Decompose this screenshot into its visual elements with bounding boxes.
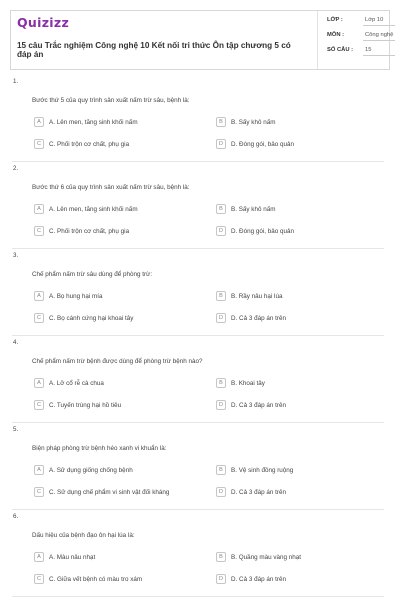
meta-count-label: SỐ CÂU : xyxy=(327,47,354,53)
option-b[interactable] xyxy=(216,204,275,214)
option-c[interactable] xyxy=(34,574,142,584)
question-number: 4. xyxy=(13,339,19,346)
option-text: D. Cả 3 đáp án trên xyxy=(231,401,286,409)
question-text: Bước thứ 6 của quy trình sản xuất nấm trừ sâu, bệnh là: xyxy=(32,184,190,191)
option-c[interactable] xyxy=(34,400,121,410)
option-d[interactable] xyxy=(216,139,294,149)
option-letter-badge: B xyxy=(216,291,226,301)
option-a[interactable] xyxy=(34,204,138,214)
quizizz-logo: Quizizz xyxy=(17,15,70,30)
question-separator xyxy=(12,422,384,423)
option-c[interactable] xyxy=(34,226,129,236)
option-text: D. Cả 3 đáp án trên xyxy=(231,314,286,322)
option-a[interactable] xyxy=(34,378,104,388)
option-letter-badge: B xyxy=(216,552,226,562)
option-text: D. Cả 3 đáp án trên xyxy=(231,488,286,496)
option-b[interactable] xyxy=(216,117,275,127)
option-letter-badge: D xyxy=(216,139,226,149)
option-letter-badge: A xyxy=(34,378,44,388)
option-d[interactable] xyxy=(216,487,286,497)
option-letter-badge: B xyxy=(216,117,226,127)
option-text: B. Khoai tây xyxy=(231,379,265,387)
option-letter-badge: B xyxy=(216,378,226,388)
option-text: A. Lên men, tăng sinh khối nấm xyxy=(49,205,138,213)
option-letter-badge: C xyxy=(34,313,44,323)
option-text: A. Lên men, tăng sinh khối nấm xyxy=(49,118,138,126)
option-text: C. Phối trộn cơ chất, phụ gia xyxy=(49,227,130,235)
question-number: 6. xyxy=(13,513,19,520)
option-d[interactable] xyxy=(216,574,286,584)
option-letter-badge: D xyxy=(216,400,226,410)
option-b[interactable] xyxy=(216,291,282,301)
option-letter-badge: D xyxy=(216,226,226,236)
question-text: Bước thứ 5 của quy trình sản xuất nấm trừ sâu, bệnh là: xyxy=(32,97,190,104)
option-c[interactable] xyxy=(34,313,133,323)
option-c[interactable] xyxy=(34,487,169,497)
option-letter-badge: D xyxy=(216,574,226,584)
option-b[interactable] xyxy=(216,378,265,388)
option-text: B. Vệ sinh đồng ruộng xyxy=(231,466,294,474)
question-text: Biện pháp phòng trừ bệnh héo xanh vi khuẩn là: xyxy=(32,445,167,452)
worksheet-header xyxy=(10,10,394,70)
option-text: C. Tuyến trùng hại hồ tiêu xyxy=(49,401,122,409)
option-text: C. Phối trộn cơ chất, phụ gia xyxy=(49,140,130,148)
option-text: A. Màu nâu nhạt xyxy=(49,553,96,561)
question-separator xyxy=(12,509,384,510)
option-text: D. Cả 3 đáp án trên xyxy=(231,575,286,583)
option-text: D. Đóng gói, bảo quản xyxy=(231,227,295,235)
question-text: Chế phẩm nấm trừ sâu dùng để phòng trừ: xyxy=(32,271,153,278)
option-letter-badge: B xyxy=(216,465,226,475)
option-letter-badge: A xyxy=(34,552,44,562)
meta-class-label: LỚP : xyxy=(327,17,343,23)
option-text: C. Giữa vết bệnh có màu tro xám xyxy=(49,575,143,583)
question-separator xyxy=(12,161,384,162)
option-text: D. Đóng gói, bảo quản xyxy=(231,140,295,148)
option-c[interactable] xyxy=(34,139,129,149)
option-b[interactable] xyxy=(216,465,293,475)
option-a[interactable] xyxy=(34,117,138,127)
question-number: 3. xyxy=(13,252,19,259)
option-text: C. Sử dụng chế phẩm vi sinh vật đối kháng xyxy=(49,488,170,496)
question-number: 5. xyxy=(13,426,19,433)
question-separator xyxy=(12,248,384,249)
option-text: A. Sử dụng giống chống bệnh xyxy=(49,466,133,474)
option-text: B. Sấy khô nấm xyxy=(231,118,276,126)
option-letter-badge: A xyxy=(34,465,44,475)
question-number: 2. xyxy=(13,165,19,172)
meta-subject-value: Công nghệ xyxy=(363,32,395,41)
option-text: A. Lở cổ rễ cà chua xyxy=(49,379,104,387)
option-text: A. Bọ hung hại mía xyxy=(49,292,103,300)
question-text: Chế phẩm nấm trừ bệnh được dùng để phòng trừ bệnh nào? xyxy=(32,358,203,365)
option-letter-badge: B xyxy=(216,204,226,214)
option-text: B. Rầy nâu hại lúa xyxy=(231,292,283,300)
option-d[interactable] xyxy=(216,313,286,323)
option-letter-badge: C xyxy=(34,574,44,584)
meta-class-value: Lớp 10 xyxy=(363,17,395,26)
option-b[interactable] xyxy=(216,552,301,562)
question-text: Dấu hiệu của bệnh đạo ôn hại lúa là: xyxy=(32,532,135,539)
question-separator xyxy=(12,335,384,336)
question-number: 1. xyxy=(13,78,19,85)
option-letter-badge: C xyxy=(34,400,44,410)
question-separator xyxy=(12,596,384,597)
option-letter-badge: A xyxy=(34,117,44,127)
option-letter-badge: A xyxy=(34,291,44,301)
option-a[interactable] xyxy=(34,291,103,301)
option-text: B. Quầng màu vàng nhạt xyxy=(231,553,302,561)
option-a[interactable] xyxy=(34,465,133,475)
option-letter-badge: D xyxy=(216,313,226,323)
option-letter-badge: D xyxy=(216,487,226,497)
option-letter-badge: C xyxy=(34,487,44,497)
option-d[interactable] xyxy=(216,400,286,410)
option-text: C. Bọ cánh cứng hại khoai tây xyxy=(49,314,134,322)
header-divider xyxy=(317,11,318,69)
option-letter-badge: C xyxy=(34,226,44,236)
option-letter-badge: C xyxy=(34,139,44,149)
meta-subject-label: MÔN : xyxy=(327,32,345,38)
option-letter-badge: A xyxy=(34,204,44,214)
meta-count-value: 15 xyxy=(363,47,395,56)
worksheet-title: 15 câu Trắc nghiệm Công nghệ 10 Kết nối tri thức Ôn tập chương 5 có đáp án xyxy=(17,41,291,59)
option-d[interactable] xyxy=(216,226,294,236)
option-text: B. Sấy khô nấm xyxy=(231,205,276,213)
option-a[interactable] xyxy=(34,552,95,562)
